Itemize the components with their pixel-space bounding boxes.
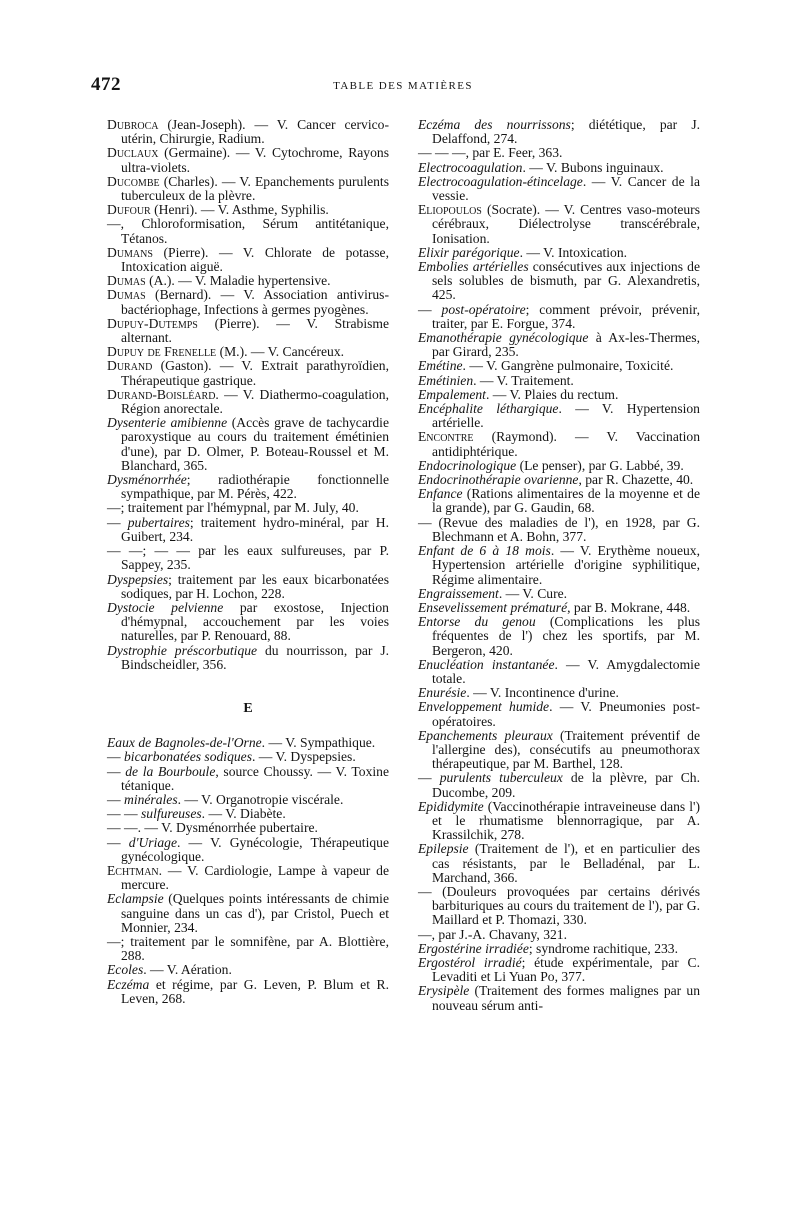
entry-text: de la Bourboule (125, 763, 216, 779)
index-entry (418, 842, 700, 885)
entry-text: Duclaux (107, 145, 159, 161)
left-column (107, 118, 389, 1006)
index-entry (107, 118, 389, 146)
index-entry (107, 836, 389, 864)
entry-text: . — V. Amygdalectomie totale. (432, 656, 700, 686)
entry-text: Dupuy-Dutemps (107, 315, 198, 331)
index-entry (418, 658, 700, 686)
index-entry (418, 928, 700, 942)
entry-text: Ensevelissement prématuré (418, 599, 568, 615)
entry-text: Dumans (107, 244, 153, 260)
entry-text: , source Choussy. — V. Toxine tétanique. (121, 763, 389, 793)
index-entry (107, 765, 389, 793)
entry-text: . — V. Intoxication. (519, 244, 628, 260)
entry-text: Enfance (418, 486, 463, 502)
entry-text: . — V. Diathermo-coagulation, Région anorectale. (121, 386, 389, 417)
entry-text: —; traitement par le somnifène, par A. Blottière, 288. (107, 933, 389, 964)
entry-text: . — V. Cure. (498, 585, 568, 601)
entry-text: —, Chloroformisation, Sérum antitétanique, Tétanos. (107, 216, 389, 246)
entry-text: Epilepsie (418, 841, 469, 857)
entry-text: Eczéma (107, 976, 150, 992)
index-entry (107, 274, 389, 288)
index-entry (418, 303, 700, 331)
index-entry (418, 175, 700, 203)
index-entry (107, 203, 389, 217)
entry-text: post-opératoire (441, 301, 526, 317)
index-entry (107, 601, 389, 644)
entry-text: . — V. Gynécologie, Thérapeutique gynécologique. (121, 834, 389, 864)
index-entry (107, 935, 389, 963)
entry-text: . — V. Aération. (143, 962, 232, 978)
entry-text: (Le penser), par G. Labbé, 39. (516, 457, 684, 473)
index-entry (418, 161, 700, 175)
entry-text: . — V. Bubons inguinaux. (522, 159, 664, 175)
index-entry (418, 544, 700, 587)
entry-text: (Socrate). — V. Centres vaso-moteurs cérébraux, Diélectrolyse transcérébrale, Ionisation. (432, 202, 700, 246)
index-entry (418, 800, 700, 843)
index-entry (107, 793, 389, 807)
index-entry (107, 317, 389, 345)
entry-text: Embolies artérielles (418, 259, 529, 275)
index-entry (107, 246, 389, 274)
entry-text: (Jean-Joseph). — V. Cancer cervico-utérin, Chirurgie, Radium. (121, 117, 389, 147)
index-entry (107, 864, 389, 892)
entry-text: Eczéma des nourrissons (418, 117, 571, 132)
entry-text: Dyspepsies (107, 571, 169, 587)
index-entry (418, 587, 700, 601)
entry-text: — (418, 770, 440, 786)
entry-text: (Henri). — V. Asthme, Syphilis. (150, 202, 329, 218)
entry-text: Epididymite (418, 798, 484, 814)
index-entry (418, 487, 700, 515)
entry-text: Echtman (107, 862, 159, 878)
entry-text: — (107, 763, 126, 779)
entry-text: Dufour (107, 202, 151, 218)
index-entry (418, 203, 700, 246)
entry-text: Engraissement (418, 585, 499, 601)
index-entry (107, 416, 389, 473)
entry-text: . — V. Gangrène pulmonaire, Toxicité. (462, 358, 674, 374)
entry-text: (Charles). — V. Epanchements purulents tuberculeux de la plèvre. (121, 173, 389, 204)
entry-text: —; traitement par l'hémypnal, par M. July, 40. (107, 500, 359, 516)
entry-text: Dumas (107, 287, 146, 303)
entry-text: . — V. Erythème noueux, Hypertension artérielle d'origine syphilitique, Régime alimentaire. (432, 543, 700, 587)
index-entry (107, 807, 389, 821)
index-entry (107, 473, 389, 501)
entry-text: ; comment prévoir, prévenir, traiter, par E. Forgue, 374. (432, 301, 700, 331)
entry-text: . — V. Pneumonies post-opératoires. (432, 699, 700, 729)
entry-text: Electrocoagulation (418, 159, 523, 175)
index-entry (418, 260, 700, 303)
index-entry (107, 821, 389, 835)
entry-text: Enurésie (418, 685, 467, 701)
entry-text: du nourrisson, par J. Bindscheidler, 356. (121, 642, 390, 672)
entry-text: — (Revue des maladies de l'), en 1928, par G. Blechmann et A. Bohn, 377. (418, 514, 700, 544)
entry-text: (Germaine). — V. Cytochrome, Rayons ultra-violets. (121, 145, 389, 175)
entry-text: Ergostérine irradiée (418, 940, 529, 956)
index-entries-e (107, 736, 389, 1006)
entry-text: Durand-Boisléard (107, 386, 216, 402)
entry-text: . — V. Traitement. (473, 372, 574, 388)
entry-text: Endocrinologique (418, 457, 517, 473)
entry-text: Ecoles (107, 962, 144, 978)
index-entry (418, 729, 700, 772)
index-entry (107, 345, 389, 359)
index-entry (418, 359, 700, 373)
entry-text: (Vaccinothérapie intraveineuse dans l') et le rhumatisme blennorragique, par A. Krassilchik, 278. (432, 798, 700, 843)
entry-text: — (107, 791, 124, 807)
entry-text: Dumas (107, 273, 146, 289)
entry-text: —, par J.-A. Chavany, 321. (418, 926, 567, 942)
page-number: 472 (91, 74, 121, 95)
index-entry (418, 700, 700, 728)
entry-text: (Rations alimentaires de la moyenne et de la grande), par G. Gaudin, 68. (432, 486, 700, 516)
entry-text: Eclampsie (107, 891, 164, 907)
entry-text: (Quelques points intéressants de chimie sanguine dans un cas d'), par Cristol, Puech et Monnier, 234. (121, 891, 389, 935)
entry-text: Elixir parégorique (418, 244, 520, 260)
entry-text: ; syndrome rachitique, 233. (528, 940, 678, 956)
index-entry (418, 956, 700, 984)
entry-text: d'Uriage (128, 834, 177, 850)
index-entry (418, 246, 700, 260)
entry-text: (Complications les plus fréquentes de l') chez les sportifs, par M. Bergeron, 420. (432, 614, 700, 658)
entry-text: (Pierre). — V. Strabisme alternant. (121, 315, 389, 346)
entry-text: consécutives aux injections de sels solubles de bismuth, par G. Alexandretis, 425. (432, 259, 700, 303)
entry-text: Encontre (418, 429, 474, 445)
entry-text: . — V. Sympathique. (261, 735, 376, 751)
index-entry (418, 771, 700, 799)
entry-text: — — (107, 806, 141, 822)
entry-text: (Accès grave de tachycardie paroxystique au cours du traitement émétinien d'une), par D. Olmer, P. Boteau-Roussel et M. Blanchard, 365. (121, 415, 389, 473)
entry-text: Enfant de 6 à 18 mois (418, 543, 551, 559)
index-entry (418, 402, 700, 430)
entry-text: Enveloppement humide (418, 699, 550, 715)
index-entry (107, 544, 389, 572)
entry-text: Electrocoagulation-étincelage (418, 173, 583, 189)
page-header (91, 74, 715, 100)
index-entry (418, 601, 700, 615)
entry-text: Dupuy de Frenelle (107, 344, 217, 360)
entry-text: (Gaston). — V. Extrait parathyroïdien, Thérapeutique gastrique. (121, 358, 389, 388)
entry-text: — —. — V. Dysménorrhée pubertaire. (107, 820, 318, 836)
entry-text: Dysenterie amibienne (107, 415, 228, 431)
index-entry (418, 942, 700, 956)
index-entry (418, 885, 700, 928)
index-entry (107, 501, 389, 515)
index-entry (107, 146, 389, 174)
entry-text: (Traitement des formes malignes par un nouveau sérum anti- (432, 983, 700, 1013)
index-entry (107, 963, 389, 977)
index-entry (418, 459, 700, 473)
index-entry (107, 573, 389, 601)
entry-text: bicarbonatées sodiques (124, 749, 252, 765)
entry-text: Emanothérapie gynécologique (418, 330, 589, 346)
entry-text: . — V. Diabète. (201, 806, 286, 822)
index-entry (418, 118, 700, 146)
index-entry (418, 984, 700, 1012)
entry-text: (A.). — V. Maladie hypertensive. (145, 273, 331, 289)
index-entry (107, 736, 389, 750)
entry-text: (Pierre). — V. Chlorate de potasse, Intoxication aiguë. (121, 244, 389, 275)
right-column (418, 118, 700, 1013)
index-entry (107, 288, 389, 316)
entry-text: . — V. Cardiologie, Lampe à vapeur de mercure. (121, 862, 389, 893)
entry-text: (Raymond). — V. Vaccination antidiphtérique. (432, 429, 700, 459)
index-entry (418, 388, 700, 402)
entry-text: Endocrinothérapie ovarienne (418, 472, 579, 488)
entry-text: Ducombe (107, 173, 160, 189)
entry-text: Entorse du genou (418, 614, 536, 630)
entry-text: Empalement (418, 386, 486, 402)
entry-text: et régime, par G. Leven, P. Blum et R. Leven, 268. (121, 976, 389, 1006)
entry-text: (Bernard). — V. Association antivirus-bactériophage, Infections à germes pyogènes. (121, 287, 389, 317)
entry-text: purulents tuberculeux (439, 770, 563, 786)
section-heading: E (243, 700, 253, 716)
entry-text: ; radiothérapie fonctionnelle sympathique, par M. Pérès, 422. (121, 472, 389, 502)
entry-text: Encéphalite léthargique (418, 401, 559, 417)
entry-text: de la plèvre, par Ch. Ducombe, 209. (432, 770, 700, 800)
entry-text: Epanchements pleuraux (418, 727, 553, 743)
entry-text: minérales (124, 791, 178, 807)
entry-text: (Traitement préventif de l'allergine des), consécutifs au pneumothorax thérapeutique, par M. Barthel, 128. (432, 727, 700, 772)
entry-text: Dystrophie préscorbutique (107, 642, 258, 658)
index-entry (107, 388, 389, 416)
index-entry (107, 750, 389, 764)
entry-text: Eaux de Bagnoles-de-l'Orne (107, 735, 262, 751)
entry-text: — (107, 749, 124, 765)
entry-text: sulfureuses (140, 806, 202, 822)
entry-text: — (107, 514, 128, 530)
entry-text: . — V. Hypertension artérielle. (432, 401, 700, 431)
index-entry (418, 516, 700, 544)
running-title: TABLE DES MATIÈRES (333, 80, 473, 92)
entry-text: . — V. Cancer de la vessie. (432, 173, 700, 204)
entry-text: . — V. Organotropie viscérale. (177, 791, 344, 807)
entry-text: , par B. Mokrane, 448. (567, 599, 691, 615)
index-entry (418, 430, 700, 458)
index-entry (107, 644, 389, 672)
entry-text: (Traitement de l'), et en particulier des cas résistants, par le Belladénal, par L. Marchand, 366. (432, 841, 700, 885)
entry-text: — — —, par E. Feer, 363. (418, 145, 563, 161)
index-entry (107, 892, 389, 935)
index-entries-d (107, 118, 389, 672)
entry-text: — (418, 301, 442, 317)
entry-text: — —; — — par les eaux sulfureuses, par P. Sappey, 235. (107, 543, 389, 573)
entry-text: (M.). — V. Cancéreux. (216, 344, 345, 360)
entry-text: Enucléation instantanée (418, 656, 555, 672)
index-entry (107, 359, 389, 387)
entry-text: . — V. Plaies du rectum. (485, 386, 619, 402)
entry-text: Erysipèle (418, 983, 470, 999)
entry-text: Ergostérol irradié (418, 954, 522, 970)
index-entry (107, 175, 389, 203)
entry-text: — (107, 834, 129, 850)
index-entry (418, 331, 700, 359)
entry-text: Durand (107, 358, 153, 374)
index-entry (418, 374, 700, 388)
index-entry (107, 978, 389, 1006)
entry-text: à Ax-les-Thermes, par Girard, 235. (432, 330, 700, 360)
index-entry (107, 516, 389, 544)
entry-text: . — V. Incontinence d'urine. (466, 685, 619, 701)
entry-text: — (Douleurs provoquées par certains dérivés barbituriques au cours du traitement de l'), par G. Maillard et P. Thomazi, 330. (418, 883, 700, 928)
entry-text: ; traitement par les eaux bicarbonatées sodiques, par H. Lochon, 228. (121, 571, 389, 601)
index-entry (418, 146, 700, 160)
entry-text: par exostose, Injection d'hémypnal, accouchement par les voies naturelles, par P. Renouard, 88. (121, 599, 389, 644)
entry-text: pubertaires (127, 514, 190, 530)
entry-text: . — V. Dyspepsies. (252, 749, 356, 765)
entry-text: ; étude expérimentale, par C. Levaditi et Li Yuan Po, 377. (432, 954, 700, 985)
entry-text: Emétinien (418, 372, 474, 388)
entry-text: Eliopoulos (418, 202, 482, 218)
index-entry (418, 473, 700, 487)
entry-text: , par R. Chazette, 40. (578, 472, 694, 488)
entry-text: Dystocie pelvienne (107, 599, 224, 615)
entry-text: Dubroca (107, 117, 159, 132)
entry-text: ; traitement hydro-minéral, par H. Guibert, 234. (121, 514, 389, 544)
entry-text: Emétine (418, 358, 463, 374)
index-entry (107, 217, 389, 245)
entry-text: ; diététique, par J. Delaffond, 274. (432, 117, 701, 147)
entry-text: Dysménorrhée (107, 472, 187, 488)
index-entry (418, 615, 700, 658)
index-entry (418, 686, 700, 700)
